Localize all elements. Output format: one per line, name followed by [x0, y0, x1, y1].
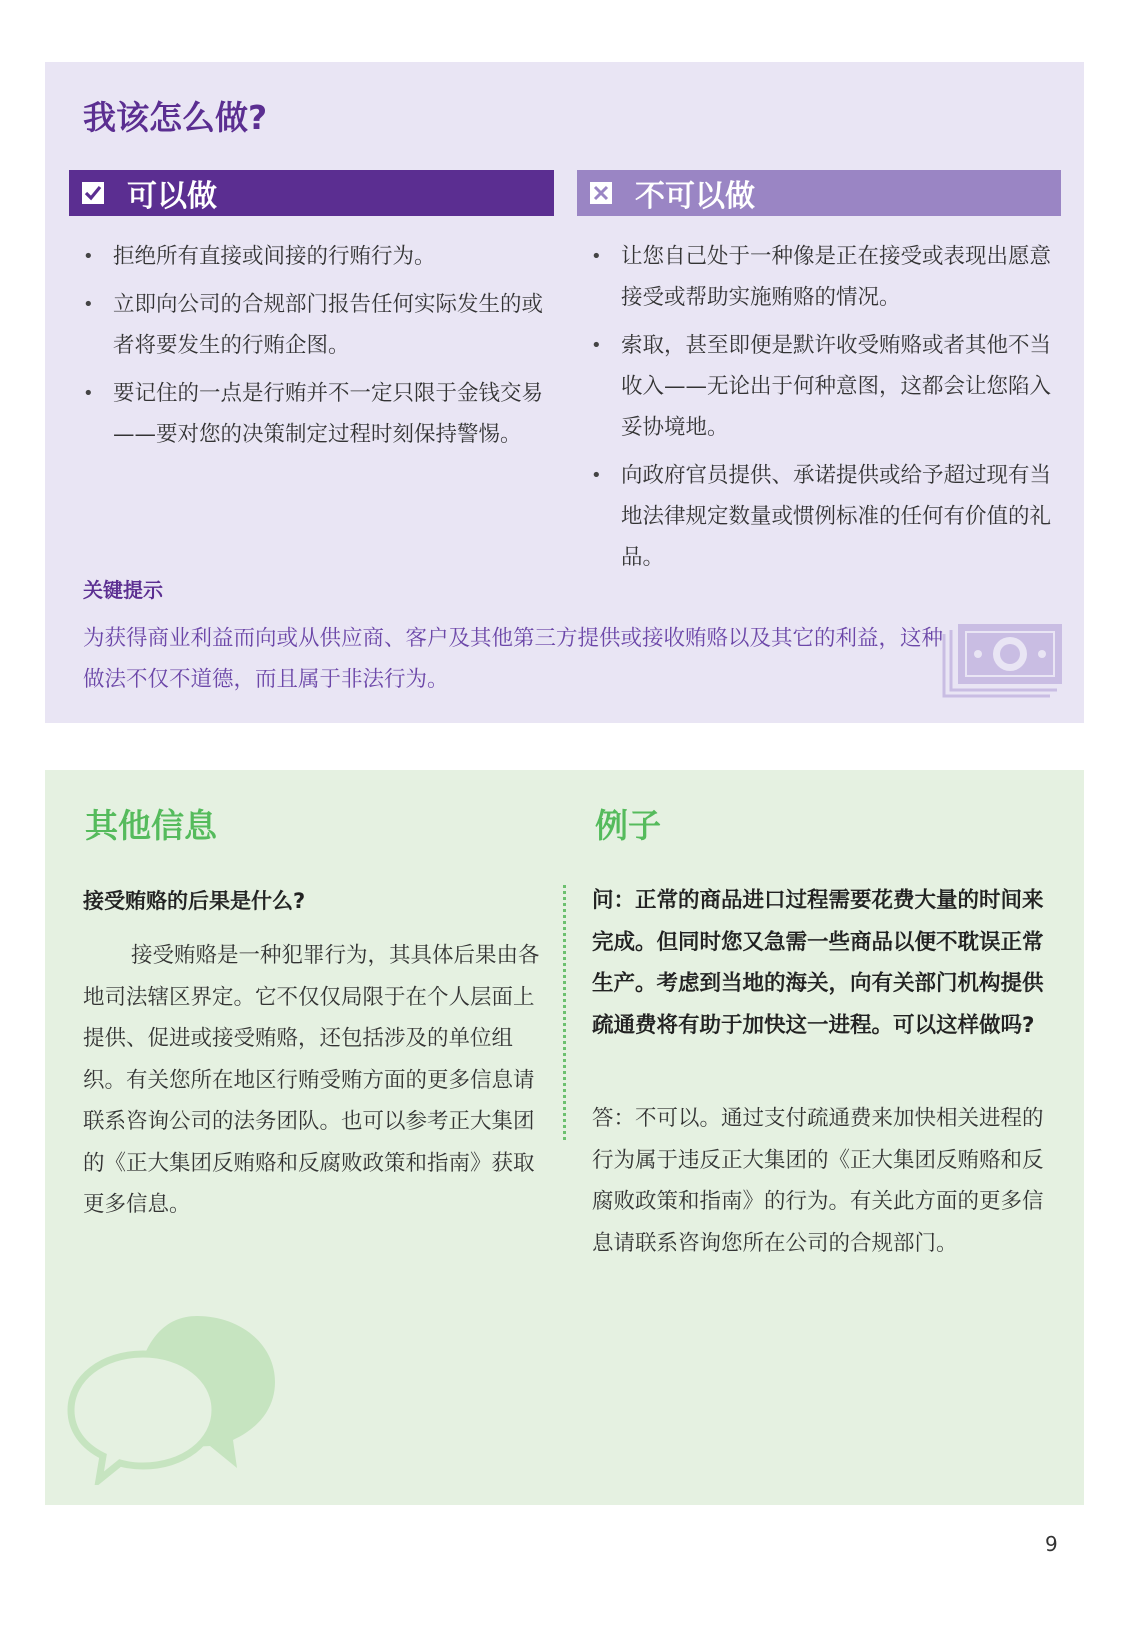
checkbox-checked-icon — [81, 181, 105, 205]
can-do-header — [69, 170, 554, 216]
consequence-question: 接受贿赂的后果是什么? — [83, 889, 306, 913]
example-answer: 答：不可以。通过支付疏通费来加快相关进程的行为属于违反正大集团的《正大集团反贿赂和反腐败政策和指南》的行为。有关此方面的更多信息请联系咨询您所在公司的合规部门。 — [592, 1106, 1044, 1256]
list-item: • 要记住的一点是行贿并不一定只限于金钱交易——要对您的决策制定过程时刻保持警惕。 — [69, 373, 549, 455]
can-do-list — [69, 236, 549, 462]
do-section-title: 我该怎么做? — [83, 98, 268, 137]
key-tip-title: 关键提示 — [83, 578, 163, 602]
list-item: • 索取，甚至即便是默许收受贿赂或者其他不当收入——无论出于何种意图，这都会让您陷入妥协境地。 — [577, 325, 1057, 448]
cannot-do-list — [577, 236, 1057, 585]
list-item: • 立即向公司的合规部门报告任何实际发生的或者将要发生的行贿企图。 — [69, 284, 549, 366]
cannot-do-header — [577, 170, 1061, 216]
page-number: 9 — [1045, 1532, 1058, 1556]
cannot-do-label: 不可以做 — [635, 179, 755, 214]
can-do-label: 可以做 — [127, 179, 217, 214]
other-info-title: 其他信息 — [85, 806, 217, 845]
example-question: 问：正常的商品进口过程需要花费大量的时间来完成。但同时您又急需一些商品以便不耽误正常生产。考虑到当地的海关，向有关部门机构提供疏通费将有助于加快这一进程。可以这样做吗? — [592, 888, 1044, 1038]
checkbox-crossed-icon — [589, 181, 613, 205]
money-stack-icon — [940, 624, 1065, 703]
key-tip-text: 为获得商业利益而向或从供应商、客户及其他第三方提供或接收贿赂以及其它的利益，这种做法不仅不道德，而且属于非法行为。 — [83, 626, 944, 692]
column-divider — [563, 885, 566, 1140]
list-item: • 向政府官员提供、承诺提供或给予超过现有当地法律规定数量或惯例标准的任何有价值的礼品。 — [577, 455, 1057, 578]
list-item: • 让您自己处于一种像是正在接受或表现出愿意接受或帮助实施贿赂的情况。 — [577, 236, 1057, 318]
consequence-body: 接受贿赂是一种犯罪行为，其具体后果由各地司法辖区界定。它不仅仅局限于在个人层面上提供、促进或接受贿赂，还包括涉及的单位组织。有关您所在地区行贿受贿方面的更多信息请联系咨询公司的法务团队。也可以参考正大集团的《正大集团反贿赂和反腐败政策和指南》获取更多信息。 — [83, 943, 540, 1217]
chat-bubbles-icon — [65, 1310, 290, 1489]
list-item: • 拒绝所有直接或间接的行贿行为。 — [69, 236, 549, 277]
example-title: 例子 — [595, 806, 661, 845]
